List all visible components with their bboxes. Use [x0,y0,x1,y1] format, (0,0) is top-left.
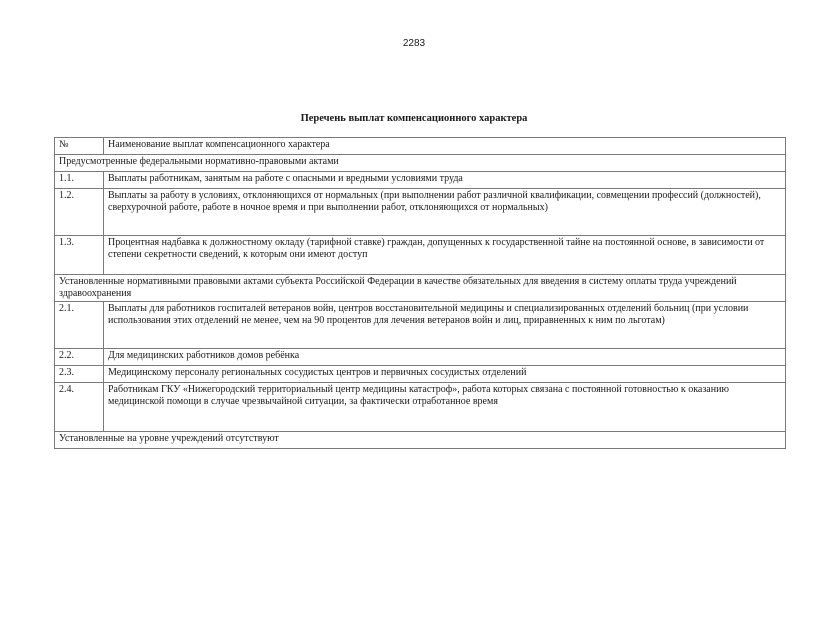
section-row-institution [55,432,786,449]
row-text-cell: Выплаты для работников госпиталей ветеранов войн, центров восстановительной медицины и специализированных отделений больниц (при условии использования этих отделений не менее, чем на 90 процентов для лечения ветеранов войн и лиц, приравненных к ним по льготам) [104,302,786,349]
section-heading-institution: Установленные на уровне учреждений отсутствуют [55,432,786,449]
table-row [55,349,786,366]
document-title: Перечень выплат компенсационного характера [300,113,528,124]
row-text-cell: Работникам ГКУ «Нижегородский территориальный центр медицины катастроф», работа которых связана с постоянной готовностью к оказанию медицинской помощи в случае чрезвычайной ситуации, за фактически отработанное время [104,383,786,432]
row-text-cell: Для медицинских работников домов ребёнка [104,349,786,366]
section-row-regional [55,275,786,302]
row-text-cell: Выплаты работникам, занятым на работе с опасными и вредными условиями труда [104,172,786,189]
table-row [55,366,786,383]
table-row [55,383,786,432]
row-text-cell: Процентная надбавка к должностному окладу (тарифной ставке) граждан, допущенных к государственной тайне на постоянной основе, в зависимости от степени секретности сведений, к которым они имеют доступ [104,236,786,275]
row-number-cell: 2.1. [55,302,104,349]
row-number-cell: 1.2. [55,189,104,236]
table-header-row [55,138,786,155]
row-number-cell: 1.3. [55,236,104,275]
row-number-cell: 1.1. [55,172,104,189]
table-row [55,189,786,236]
table-row [55,172,786,189]
row-text-cell: Медицинскому персоналу региональных сосудистых центров и первичных сосудистых отделений [104,366,786,383]
row-number-cell: 2.2. [55,349,104,366]
header-name-cell: Наименование выплат компенсационного характера [104,138,786,155]
header-number-cell: № [55,138,104,155]
compensation-table [54,137,786,449]
table-row [55,236,786,275]
page-number: 2283 [402,38,426,49]
section-row-federal [55,155,786,172]
section-heading-regional: Установленные нормативными правовыми актами субъекта Российской Федерации в качестве обязательных для введения в систему оплаты труда учреждений здравоохранения [55,275,786,302]
row-number-cell: 2.3. [55,366,104,383]
table-row [55,302,786,349]
row-number-cell: 2.4. [55,383,104,432]
section-heading-federal: Предусмотренные федеральными нормативно-правовыми актами [55,155,786,172]
row-text-cell: Выплаты за работу в условиях, отклоняющихся от нормальных (при выполнении работ различной квалификации, совмещении профессий (должностей), сверхурочной работе, работе в ночное время и при выполнении работ, отклоняющихся от нормальных) [104,189,786,236]
